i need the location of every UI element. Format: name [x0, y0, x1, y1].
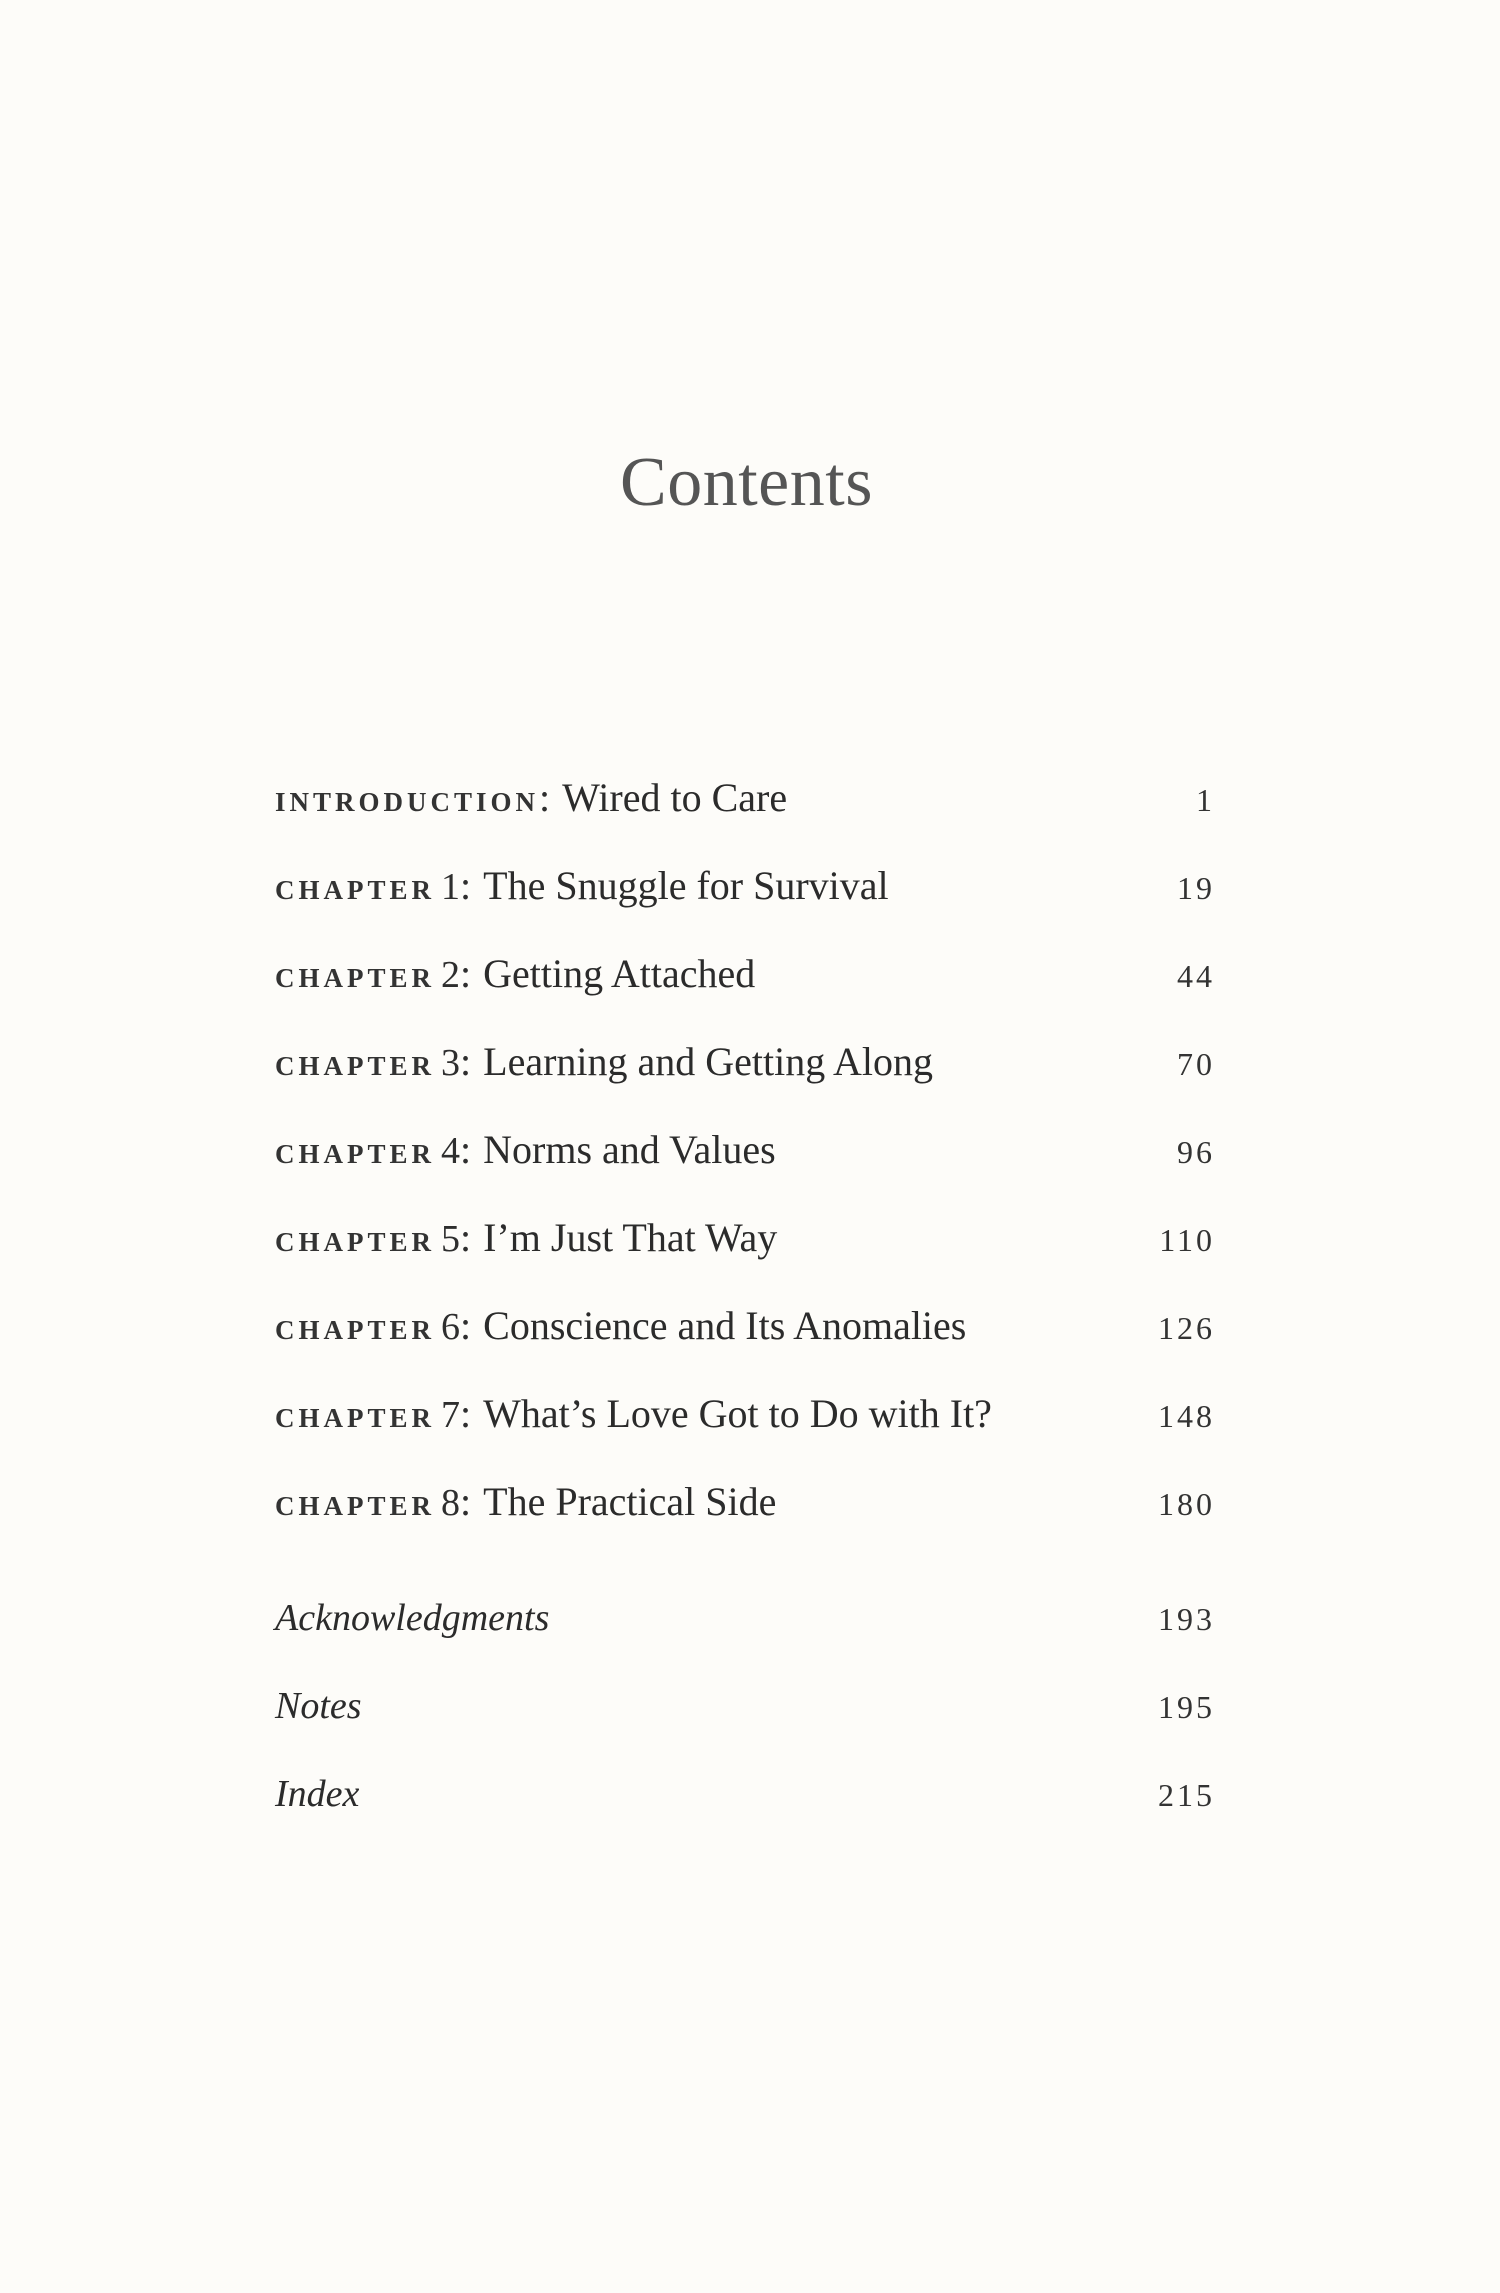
entry-page-number: 195	[1158, 1689, 1215, 1725]
entry-page-number: 44	[1177, 958, 1215, 994]
entry-prefix: CHAPTER	[275, 1051, 436, 1081]
entry-colon: :	[539, 775, 551, 820]
entry-colon: :	[460, 1039, 472, 1084]
entry-colon: :	[460, 863, 472, 908]
entry-title: I’m Just That Way	[483, 1215, 778, 1260]
entry-page-number: 215	[1158, 1777, 1215, 1813]
entry-prefix: CHAPTER	[275, 1315, 436, 1345]
entry-page-number: 70	[1177, 1046, 1215, 1082]
entry-number: 4	[441, 1130, 461, 1172]
entry-colon: :	[460, 1127, 472, 1172]
entry-colon: :	[460, 1303, 472, 1348]
entry-title: Index	[275, 1773, 360, 1815]
entry-number: 8	[441, 1482, 461, 1524]
toc-entry-chapter-5[interactable]	[275, 1210, 1215, 1266]
entry-prefix: CHAPTER	[275, 1403, 436, 1433]
entry-prefix: CHAPTER	[275, 1491, 436, 1521]
entry-title: Norms and Values	[483, 1127, 776, 1172]
toc-entry-acknowledgments[interactable]	[275, 1590, 1215, 1646]
toc-entry-chapter-4[interactable]	[275, 1122, 1215, 1178]
entry-title: Learning and Getting Along	[483, 1039, 934, 1084]
entry-page-number: 148	[1158, 1398, 1215, 1434]
entry-colon: :	[460, 1215, 472, 1260]
entry-number: 3	[441, 1042, 461, 1084]
toc-entry-chapter-7[interactable]	[275, 1386, 1215, 1442]
entry-colon: :	[460, 1479, 472, 1524]
entry-prefix: CHAPTER	[275, 963, 436, 993]
entry-prefix: CHAPTER	[275, 875, 436, 905]
entry-page-number: 1	[1196, 782, 1215, 818]
entry-title: Wired to Care	[562, 775, 788, 820]
toc-entry-index[interactable]	[275, 1766, 1215, 1822]
entry-title: Acknowledgments	[275, 1597, 550, 1639]
entry-title: The Snuggle for Survival	[483, 863, 889, 908]
entry-page-number: 96	[1177, 1134, 1215, 1170]
entry-number: 6	[441, 1306, 461, 1348]
toc-entry-chapter-1[interactable]	[275, 858, 1215, 914]
entry-page-number: 110	[1159, 1222, 1215, 1258]
entry-page-number: 193	[1158, 1601, 1215, 1637]
toc-entry-chapter-3[interactable]	[275, 1034, 1215, 1090]
entry-title: What’s Love Got to Do with It?	[483, 1391, 992, 1436]
toc-entry-chapter-2[interactable]	[275, 946, 1215, 1002]
entry-title: Notes	[275, 1685, 362, 1727]
entry-title: Getting Attached	[483, 951, 756, 996]
entry-page-number: 126	[1158, 1310, 1215, 1346]
entry-prefix: CHAPTER	[275, 1139, 436, 1169]
entry-number: 7	[441, 1394, 461, 1436]
toc-entry-notes[interactable]	[275, 1678, 1215, 1734]
entry-page-number: 180	[1158, 1486, 1215, 1522]
entry-page-number: 19	[1177, 870, 1215, 906]
entry-title: The Practical Side	[483, 1479, 777, 1524]
toc-entry-chapter-8[interactable]	[275, 1474, 1215, 1530]
toc-entry-introduction[interactable]	[275, 770, 1215, 826]
page-title: Contents	[620, 444, 873, 521]
entry-colon: :	[460, 1391, 472, 1436]
entry-colon: :	[460, 951, 472, 996]
entry-number: 5	[441, 1218, 461, 1260]
entry-title: Conscience and Its Anomalies	[483, 1303, 967, 1348]
entry-number: 2	[441, 954, 461, 996]
entry-prefix: CHAPTER	[275, 1227, 436, 1257]
entry-number: 1	[441, 866, 461, 908]
toc-entry-chapter-6[interactable]	[275, 1298, 1215, 1354]
entry-prefix: INTRODUCTION	[275, 787, 540, 817]
